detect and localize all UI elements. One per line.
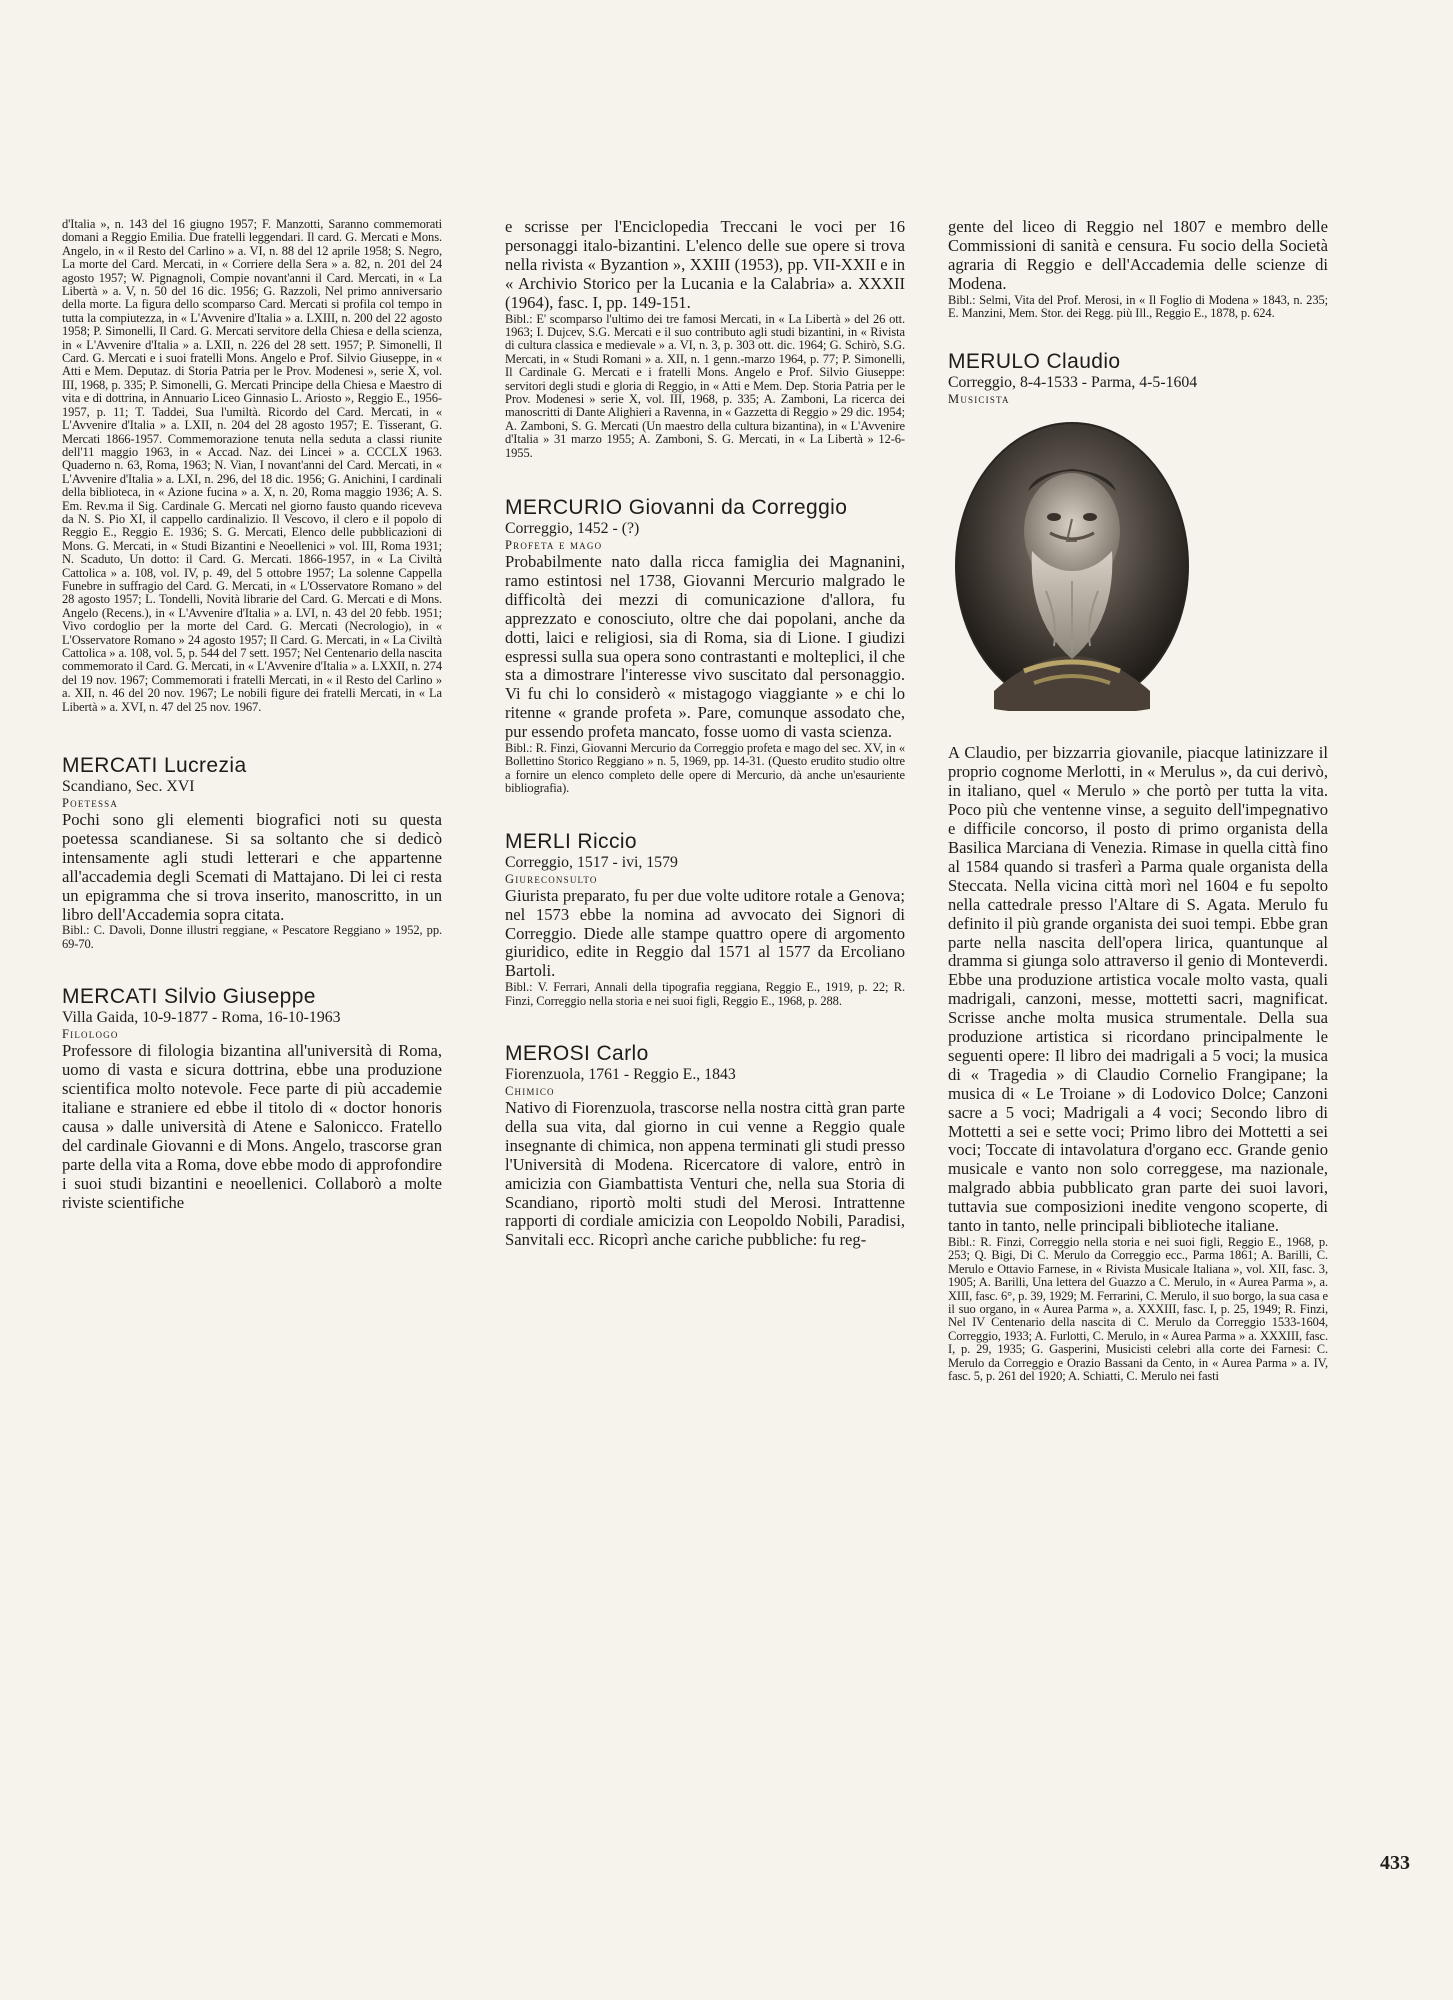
entry-merli-riccio: [505, 830, 905, 1008]
entry-bibliography: Bibl.: C. Davoli, Donne illustri reggiane, « Pescatore Reggiano » 1952, pp. 69-70.: [62, 923, 442, 951]
entry-text: Pochi sono gli elementi biografici noti su questa poetessa scandianese. Si sa soltanto che si dedicò intensamente agli studi letterari e che appartenne all'accademia degli Scemati di Mattajano. Di lei ci resta un epigramma che si trova inserito, manoscritto, in un libro dell'Accademia sopra citata.: [62, 810, 442, 924]
entry-name: MERCATI Silvio Giuseppe: [62, 985, 316, 1009]
bibliography-continued: d'Italia », n. 143 del 16 giugno 1957; F. Manzotti, Saranno commemorati domani a Reggio Emilia. Due fratelli leggendari. Il card. G. Mercati e Mons. Angelo, in « il Resto del Carlino » a. VI, n. 88 del 12 aprile 1958; S. Negro, La morte del Card. Mercati, in « Corriere della Sera » a. 82, n. 201 del 24 agosto 1957; W. Pignagnoli, Compie novant'anni il Card. Mercati, in « La Libertà » a. V, n. 50 del 16 dic. 1956; G. Razzoli, Nel primo anniversario della morte. La figura dello scomparso Card. Mercati si profila col tempo in tutta la compiutezza, in « L'Avvenire d'Italia » a. LXIII, n. 200 del 22 agosto 1958; P. Simonelli, Il Card. G. Mercati servitore della Chiesa e della scienza, in « L'Avvenire d'Italia » a. LXII, n. 226 del 28 sett. 1957; P. Simonelli, Il Card. G. Mercati e i suoi fratelli Mons. Angelo e Prof. Silvio Giuseppe, in « Atti e Mem. Deputaz. di Storia Patria per le Prov. Modenesi », serie X, vol. III, 1968, p. 335; P. Simonelli, G. Mercati Principe della Chiesa e Maestro di vita e di dottrina, in Annuario Liceo Ginnasio L. Ariosto », Reggio E., 1956-1957, p. 11; T. Taddei, Sua l'umiltà. Ricordo del Card. Mercati, in « L'Avvenire d'Italia » a. LXII, n. 204 del 28 agosto 1957; E. Tisserant, G. Mercati 1866-1957. Commemorazione tenuta nella seduta a classi riunite dell'11 maggio 1963, in « Accad. Naz. dei Lincei » a. CCCLX 1963. Quaderno n. 63, Roma, 1963; N. Vian, I novant'anni del Card. Mercati, in « L'Avvenire d'Italia » a. LXI, n. 296, del 18 dic. 1956; G. Anichini, I cardinali della biblioteca, in « Azione fucina » a. X, n. 20, Roma maggio 1936; A. S. Em. Rev.ma il Sig. Cardinale G. Mercati nel giorno fausto quando riceveva da N. S. Pio XI, il cappello cardinalizio. Il Vescovo, il clero e il popolo di Reggio E., Reggio E. 1936; S. G. Mercati, Elenco delle pubblicazioni di Mons. G. Mercati, in « Studi Bizantini e Neoellenici » vol. III, Roma 1931; N. Scaduto, Un dotto: il Card. G. Mercati. 1866-1957, in « La Civiltà Cattolica » a. 108, vol. IV, p. 49, del 5 ottobre 1957; La solenne Cappella Funebre in suffragio del Card. G. Mercati, in « L'Osservatore Romano » del 28 agosto 1957; L. Tondelli, Novità librarie del Card. G. Mercati e di Mons. Angelo (Recens.), in « L'Avvenire d'Italia » a. LVI, n. 43 del 20 febb. 1951; Vivo cordoglio per la morte del Card. G. Mercati (Necrologio), in « L'Osservatore Romano » 24 agosto 1957; Il Card. G. Mercati, in « La Civiltà Cattolica » a. 108, vol. 5, p. 544 del 7 sett. 1957; Nel Centenario della nascita commemorato il Card. G. Mercati, in « L'Avvenire d'Italia » a. LXXII, n. 274 del 19 nov. 1967; Commemorati i fratelli Mercati, in « il Resto del Carlino » a. XII, n. 46 del 20 nov. 1967; Le nobili figure dei fratelli Mercati, in « La Libertà » a. XVI, n. 47 del 25 nov. 1967.: [62, 217, 442, 714]
entry-text-continued: e scrisse per l'Enciclopedia Treccani le voci per 16 personaggi italo-bizantini. L'elenco delle sue opere si trova nella rivista « Byzantion », XXIII (1953), pp. VII-XXII e in « Archivio Storico per la Lucania e la Calabria» a. XXXII (1964), fasc. I, pp. 149-151.: [505, 217, 905, 312]
entry-text: Nativo di Fiorenzuola, trascorse nella nostra città gran parte della sua vita, dal giorno in cui venne a Reggio quale insegnante di chimica, non appena terminati gli studi presso l'Università di Modena. Ricercatore di valore, entrò in amicizia con Giambattista Venturi che, nella sua Storia di Scandiano, riportò molti studi del Merosi. Intrattenne rapporti di cordiale amicizia con Leopoldo Nobili, Paradisi, Sanvitali ecc. Ricoprì anche cariche pubbliche: fu reg-: [505, 1098, 905, 1250]
entry-text: Professore di filologia bizantina all'università di Roma, uomo di vasta e sicura dottrina, ebbe una produzione scientifica molto notevole. Fece parte di più accademie italiane e straniere ed ebbe il titolo di « doctor honoris causa » dalle università di Atene e Salonicco. Fratello del cardinale Giovanni e di Mons. Angelo, trascorse gran parte della vita a Roma, dove ebbe modo di approfondire i suoi studi bizantini e neoellenici. Collaborò a molte riviste scientifiche: [62, 1041, 442, 1212]
entry-name: MERCURIO Giovanni da Correggio: [505, 496, 848, 519]
entry-bibliography: Bibl.: R. Finzi, Correggio nella storia e nei suoi figli, Reggio E., 1968, p. 253; Q. Bigi, Di C. Merulo da Correggio ecc., Parma 1861; A. Barilli, C. Merulo e Ottavio Farnese, in « Rivista Musicale Italiana », vol. XII, fasc. 3, 1905; A. Barilli, Una lettera del Guazzo a C. Merulo, in « Aurea Parma », a. XIII, fasc. 6°, p. 39, 1929; M. Ferrarini, C. Merulo, il suo borgo, la sua casa e il suo organo, in « Aurea Parma », a. XXXIII, fasc. I, p. 25, 1949; R. Finzi, Nel IV Centenario della nascita di C. Merulo da Correggio 1533-1604, Correggio, 1933; A. Furlotti, C. Merulo, in « Aurea Parma » a. XXXIII, fasc. I, p. 29, 1935; G. Gasperini, Musicisti celebri alla corte dei Farnesi: C. Merulo da Correggio e Orazio Bassani da Cento, in « Aurea Parma » a. IV, fasc. 5, p. 261 del 1920; A. Schiatti, C. Merulo nei fasti: [948, 1235, 1328, 1384]
entry-dates: Correggio, 1517 - ivi, 1579: [505, 853, 678, 871]
entry-dates: Correggio, 1452 - (?): [505, 520, 640, 537]
entry-mercati-lucrezia: [62, 754, 442, 951]
entry-role: Chimico: [505, 1084, 555, 1099]
portrait-image: [954, 421, 1190, 711]
entry-dates: Correggio, 8-4-1533 - Parma, 4-5-1604: [948, 374, 1198, 392]
entry-role: Poetessa: [62, 796, 119, 811]
entry-role: Giureconsulto: [505, 871, 598, 886]
entry-merulo-claudio: [948, 350, 1328, 1383]
entry-role: Musicista: [948, 392, 1010, 407]
entry-merosi-carlo: [505, 1042, 905, 1250]
entry-dates: Scandiano, Sec. XVI: [62, 778, 195, 796]
entry-text: Giurista preparato, fu per due volte uditore rotale a Genova; nel 1573 ebbe la nomina ad avvocato dei Signori di Correggio. Diede alle stampe quattro opere di argomento giuridico, edite in Reggio dal 1571 al 1577 da Ercoliano Bartoli.: [505, 885, 905, 981]
entry-bibliography: Bibl.: V. Ferrari, Annali della tipografia reggiana, Reggio E., 1919, p. 22; R. Finzi, Correggio nella storia e nei suoi figli, Reggio E., 1968, p. 288.: [505, 980, 905, 1008]
entry-role: Profeta e mago: [505, 538, 603, 552]
entry-mercati-silvio-giuseppe: [62, 985, 442, 1212]
entry-name: MERULO Claudio: [948, 350, 1121, 374]
bibliography: Bibl.: Selmi, Vita del Prof. Merosi, in « Il Foglio di Modena » 1843, n. 235; E. Manzini, Mem. Stor. dei Regg. più Ill., Reggio E., 1878, p. 624.: [948, 292, 1328, 321]
column-2: [505, 218, 905, 1250]
page-number: 433: [1380, 1852, 1410, 1874]
entry-bibliography: Bibl.: R. Finzi, Giovanni Mercurio da Correggio profeta e mago del sec. XV, in « Bollettino Storico Reggiano » n. 5, 1969, pp. 14-31. (Questo erudito studio oltre a fornire un elenco completo delle opere di Mercurio, dà anche un'esauriente bibliografia).: [505, 741, 905, 796]
bibliography: Bibl.: E' scomparso l'ultimo dei tre famosi Mercati, in « La Libertà » del 26 ott. 1963; I. Dujcev, S.G. Mercati e il suo contributo agli studi bizantini, in « Rivista di cultura classica e medievale » a. VI, n. 3, p. 303 ott. dic. 1964; G. Schirò, S.G. Mercati, in « Studi Romani » a. XII, n. 1 genn.-marzo 1964, p. 77; P. Simonelli, Il Cardinale G. Mercati e i fratelli Mons. Angelo e Prof. Silvio Giuseppe: servitori degli studi e gloria di Reggio, in « Atti e Mem. Dep. Storia Patria per le Prov. Modenesi » serie X, vol. III, 1968, p. 335; A. Zamboni, La ricerca dei manoscritti di Dante Alighieri a Ravenna, in « Gazzetta di Reggio » 29 dic. 1954; A. Zamboni, S. G. Mercati (Un maestro della cultura bizantina), in « L'Avvenire d'Italia » 31 marzo 1955; A. Zamboni, S. G. Mercati, in « La Libertà » 12-6-1955.: [505, 311, 905, 460]
entry-text: A Claudio, per bizzarria giovanile, piacque latinizzare il proprio cognome Merlotti, in « Merulus », da cui derivò, in italiano, quel « Merulo » che portò per tutta la vita. Poco più che ventenne vinse, a seguito dell'impegnativo e difficile concorso, il posto di primo organista della Basilica Marciana di Venezia. Rimase in quella città fino al 1584 quando si trasferì a Parma quale organista della Steccata. Nella vicina città morì nel 1604 e fu sepolto nella cattedrale presso l'Altare di S. Agata. Merulo fu definito il più grande organista dei suoi tempi. Ebbe gran parte nella nascita dell'opera lirica, quantunque al dramma si giunga solo attraverso il genio di Monteverdi. Ebbe una produzione artistica vocale molto vasta, quali madrigali, canzoni, messe, mottetti sacri, magnificat. Scrisse anche molta musica strumentale. Della sua produzione artistica si ricordano principalmente le seguenti opere: Il libro dei madrigali a 5 voci; la musica di « Tragedia » di Claudio Cornelio Frangipane; la musica di « Le Troiane » di Lodovico Dolce; Canzoni sacre a 5 voci; Madrigali a 4 voci; Secondo libro di Mottetti a sei e sette voci; Primo libro dei Mottetti a sei voci; Toccate di intavolatura d'organo ecc. Grande genio musicale e vanto non solo correggese, ma nazionale, malgrado abbia pubblicato gran parte dei suoi lavori, tuttavia sue composizioni inedite vengono scoperte, di tanto in tanto, nelle principali biblioteche italiane.: [948, 743, 1328, 1236]
entry-text-continued: gente del liceo di Reggio nel 1807 e membro delle Commissioni di sanità e censura. Fu socio della Società agraria di Reggio e dell'Accademia delle scienze di Modena.: [948, 217, 1328, 293]
column-1: [62, 218, 442, 1212]
entry-name: MERLI Riccio: [505, 829, 637, 853]
column-3: [948, 218, 1328, 1383]
entry-text: Probabilmente nato dalla ricca famiglia dei Magnanini, ramo estintosi nel 1738, Giovanni Mercurio malgrado le difficoltà dei mezzi di comunicazione d'allora, fu apprezzato e conosciuto, oltre che dai popolani, anche da dotti, laici e religiosi, sia di Roma, sia di Lione. I giudizi espressi sulla sua opera sono contrastanti e molteplici, il che sta a dimostrare l'interesse vivo suscitato dal personaggio. Vi fu chi lo considerò « mistagogo viaggiante » e chi lo ritenne « grande profeta ». Pare, comunque assodato che, pur essendo profeta mancato, fosse uomo di vasta scienza.: [505, 552, 905, 742]
entry-name: MERCATI Lucrezia: [62, 754, 247, 778]
entry-dates: Fiorenzuola, 1761 - Reggio E., 1843: [505, 1066, 736, 1084]
entry-dates: Villa Gaida, 10-9-1877 - Roma, 16-10-1963: [62, 1009, 341, 1027]
entry-name: MEROSI Carlo: [505, 1042, 649, 1066]
entry-role: Filologo: [62, 1027, 119, 1042]
entry-mercurio-giovanni: [505, 496, 905, 796]
